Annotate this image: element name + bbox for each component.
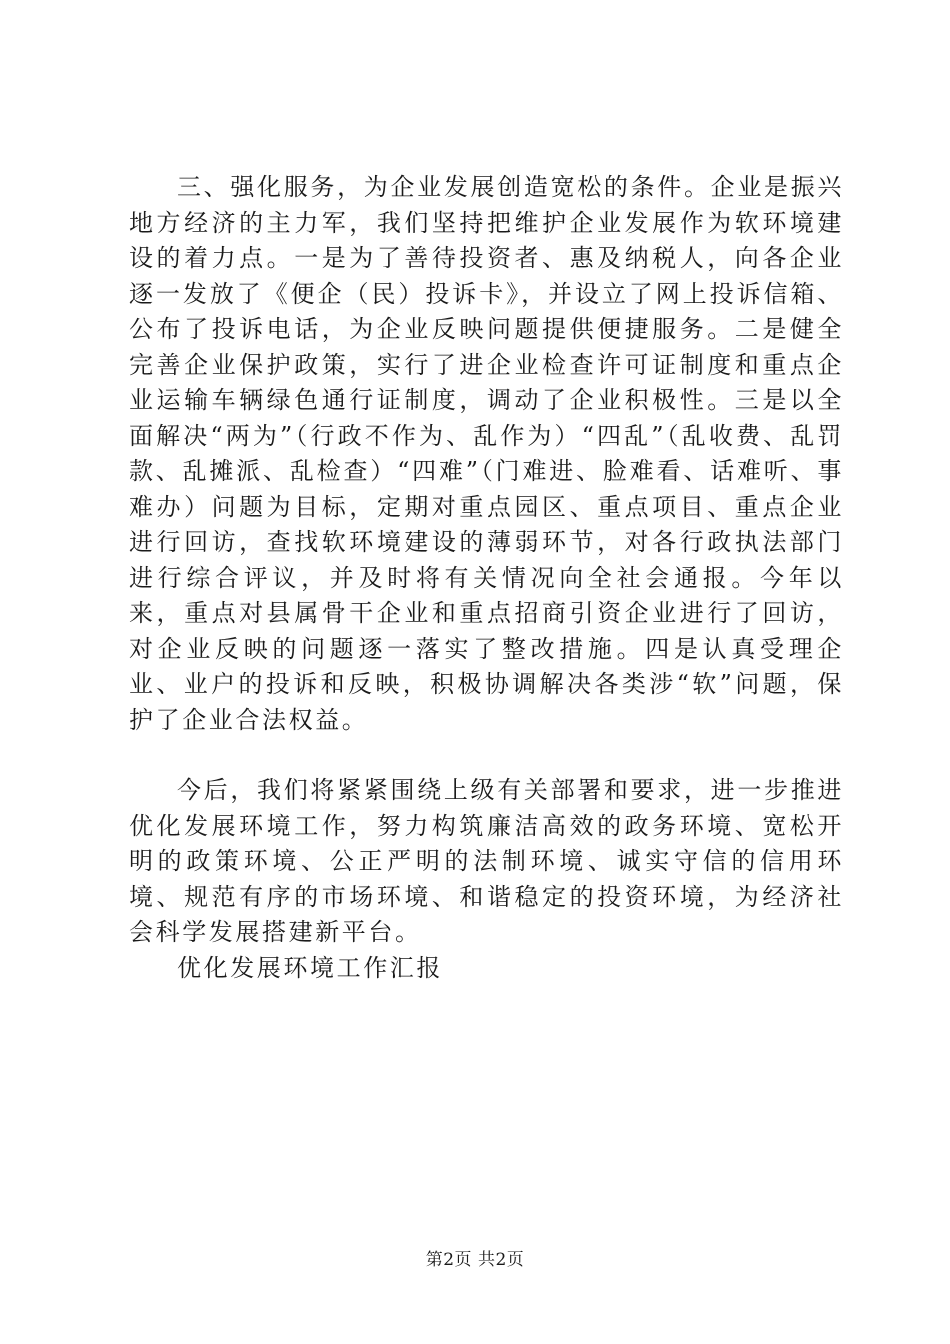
paragraph-spacer [129, 738, 844, 773]
document-body [129, 170, 844, 986]
closing-title: 优化发展环境工作汇报 [177, 953, 443, 982]
paragraph-service: 三、强化服务，为企业发展创造宽松的条件。企业是振兴地方经济的主力军，我们坚持把维护企业发展作为软环境建设的着力点。一是为了善待投资者、惠及纳税人，向各企业逐一发放了《便企（民）投诉卡》，并设立了网上投诉信箱、公布了投诉电话，为企业反映问题提供便捷服务。二是健全完善企业保护政策，实行了进企业检查许可证制度和重点企业运输车辆绿色通行证制度，调动了企业积极性。三是以全面解决“两为”（行政不作为、乱作为）“四乱”（乱收费、乱罚款、乱摊派、乱检查）“四难”（门难进、脸难看、话难听、事难办）问题为目标，定期对重点园区、重点项目、重点企业进行回访，查找软环境建设的薄弱环节，对各行政执法部门进行综合评议，并及时将有关情况向全社会通报。今年以来，重点对县属骨干企业和重点招商引资企业进行了回访，对企业反映的问题逐一落实了整改措施。四是认真受理企业、业户的投诉和反映，积极协调解决各类涉“软”问题，保护了企业合法权益。 [129, 173, 844, 734]
paragraph-outlook: 今后，我们将紧紧围绕上级有关部署和要求，进一步推进优化发展环境工作，努力构筑廉洁高效的政务环境、宽松开明的政策环境、公正严明的法制环境、诚实守信的信用环境、规范有序的市场环境、和谐稳定的投资环境，为经济社会科学发展搭建新平台。 [129, 776, 844, 946]
page-number: 第2页 共2页 [425, 1250, 525, 1270]
